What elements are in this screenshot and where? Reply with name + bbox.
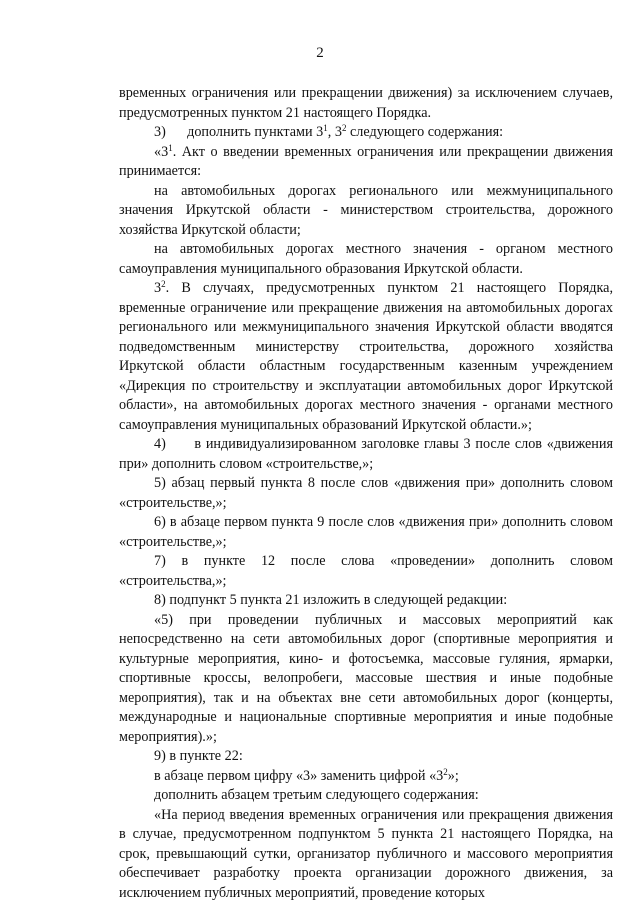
point-3-2-number: 3 [154,280,162,296]
document-body [119,84,613,903]
superscript: 2 [443,766,448,777]
first-abzac-end: »; [447,767,459,784]
first-abzac-text: в абзаце первом цифру «3» заменить цифрой «3 [154,767,444,784]
paragraph-item-8: 8) подпункт 5 пункта 21 изложить в следующей редакции: [154,592,508,608]
superscript: 2 [341,123,347,133]
item-3-text-a: 3) дополнить пунктами 3 [154,124,324,140]
paragraph-item-3 [119,123,613,143]
paragraph-item-7: 7) в пункте 12 после слова «проведении» дополнить словом «строительства,»; [119,553,613,589]
page-number: 2 [316,45,324,61]
item-3-text-b: , 3 [327,124,342,140]
superscript: 1 [168,142,173,153]
paragraph-local-roads: на автомобильных дорогах местного значения - органом местного самоуправления муниципального образования Иркутской области. [119,241,613,277]
superscript: 2 [161,279,166,289]
paragraph-item-5: 5) абзац первый пункта 8 после слов «движения при» дополнить словом «строительстве,»; [119,475,613,511]
paragraph-first-abzac [119,767,613,787]
paragraph-subpoint-5: «5) при проведении публичных и массовых мероприятий как непосредственно на сети автомобильных дорог (спортивные мероприятия и культурные мероприятия, кино- и фотосъемка, массовые гуляния, ярмарки, спортивные кроссы, велопробеги, массовые шествия и иные подобные мероприятия), так и на объектах вне сети автомобильных дорог (концерты, международные и национальные спортивные мероприятия и иные подобные мероприятия).»; [119,611,613,745]
paragraph-continuation: временных ограничения или прекращении движения) за исключением случаев, предусмотренных пунктом 21 настоящего Порядка. [119,85,613,121]
paragraph-point-3-2 [119,279,613,435]
paragraph-item-4: 4) в индивидуализированном заголовке главы 3 после слов «движения при» дополнить словом «строительстве,»; [119,436,613,472]
point-3-1-text: . Акт о введении временных ограничения или прекращении движения принимается: [119,143,613,179]
item-3-text-c: следующего содержания: [346,124,504,140]
paragraph-add-third-abzac: дополнить абзацем третьим следующего содержания: [154,787,479,803]
point-3-1-number: «3 [154,143,169,160]
paragraph-point-3-1 [119,143,613,182]
paragraph-quoted-text: «На период введения временных ограничения или прекращения движения в случае, предусмотренном подпунктом 5 пункта 21 настоящего Порядка, на срок, превышающий сутки, организатор публичного и массового мероприятия обеспечивает разработку проекта организации дорожного движения, за исключением публичных мероприятий, проведение которых [119,806,613,901]
paragraph-item-6: 6) в абзаце первом пункта 9 после слов «движения при» дополнить словом «строительстве,»; [119,514,613,550]
paragraph-regional-roads: на автомобильных дорогах регионального или межмуниципального значения Иркутской области - министерством строительства, дорожного хозяйства Иркутской области; [119,182,613,238]
superscript: 1 [323,123,328,133]
paragraph-item-9: 9) в пункте 22: [154,748,243,764]
point-3-2-text: . В случаях, предусмотренных пунктом 21 настоящего Порядка, временные ограничение или прекращение движения на автомобильных дорогах регионального или межмуниципального значения Иркутской области вводятся подведомственным министерству строительства, дорожного хозяйства Иркутской области областным государственным казенным учреждением «Дирекция по строительству и эксплуатации автомобильных дорог Иркутской области», на автомобильных дорогах местного значения - органами местного самоуправления муниципальных образований Иркутской области.»; [119,280,613,433]
